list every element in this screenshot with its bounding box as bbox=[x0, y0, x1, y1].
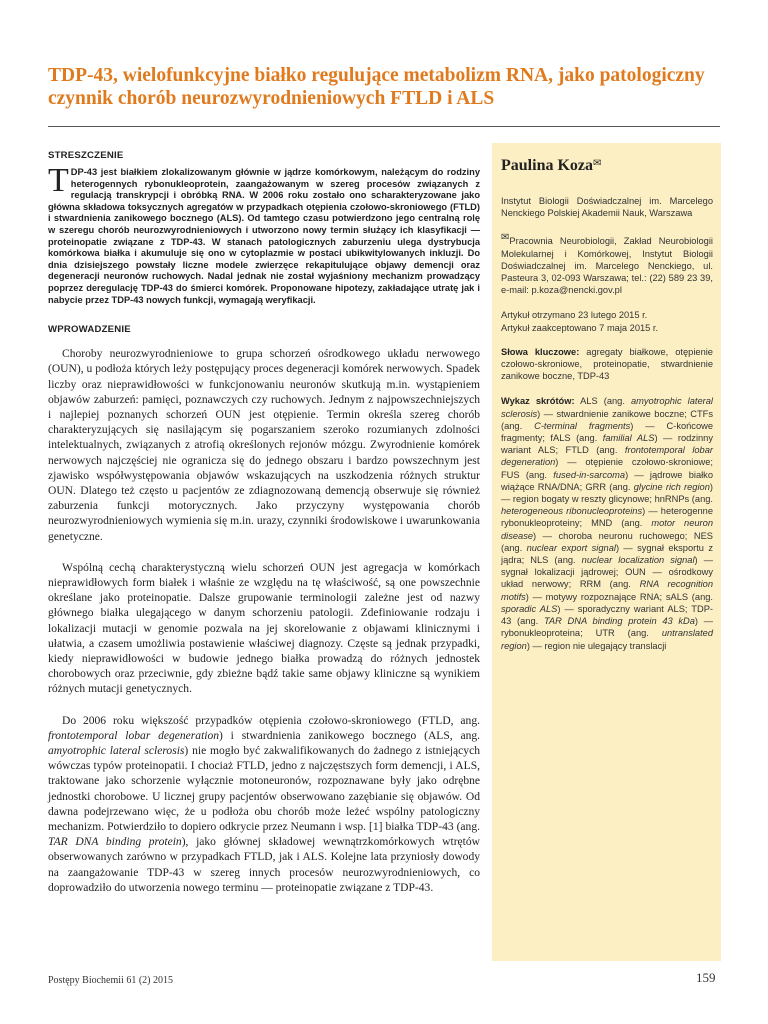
abbrev-text: ) — rybonukleoproteina; UTR (ang. bbox=[501, 616, 713, 639]
title-divider bbox=[48, 126, 720, 127]
received-date: Artykuł otrzymano 23 lutego 2015 r. bbox=[501, 310, 648, 321]
abbrev-term: untranslated region bbox=[501, 628, 713, 651]
abbrev-text: ) — sporadyczny wariant ALS; TDP-43 (ang. bbox=[501, 603, 713, 627]
keywords-text: agregaty białkowe, otępienie czołowo-skroniowe, proteinopatie, stwardnienie zanikowe boczne, TDP-43 bbox=[501, 346, 713, 382]
abbrev-text: ) — heterogenne rybonukleoproteiny; MND (ang. bbox=[501, 506, 713, 529]
article-title: TDP-43, wielofunkcyjne białko regulujące metabolizm RNA, jako patologiczny czynnik chorób neurozwyrodnieniowych FTLD i ALS bbox=[48, 65, 705, 109]
abbrev-text: ) — C-końcowe fragmenty; fALS (ang. bbox=[501, 420, 714, 444]
abstract-heading: STRESZCZENIE bbox=[48, 150, 124, 161]
abbrev-text: ) — rodzinny wariant ALS; FTLD (ang. bbox=[501, 433, 713, 456]
intro-paragraph-1: Choroby neurozwyrodnieniowe to grupa schorzeń ośrodkowego układu nerwowego (OUN), u podłoża których leży postępujący proces degeneracji komórek nerwowych. Spadek liczby oraz nieprawidłowości w funkcjonowaniu neuronów skutkują m.in. wystąpieniem objawów zaburzeń: pamięci, poznawczych czy ruchowych. Jednym z najpowszechniejszych i najlepiej poznanych schorzeń OUN jest otępienie. Termin określa szereg chorób charakteryzujących się nasilającym się pogarszaniem szeroko rozumianych zdolności intelektualnych, związanych z atrofią określonych rejonów mózgu. Zwyrodnienie komórek nerwowych najczęściej nie ogranicza się do jednego obszaru i bardzo powszechnym jest zjawisko współwystępowania objawów wskazujących na uszkodzenia różnych struktur OUN. Dlatego też często u pacjentów ze zdiagnozowaną demencją obserwuje się również zaburzenia funkcji motorycznych. Jako przyczyny występowania chorób neurozwyrodnieniowych wymienia się m.in. urazy, czynniki środowiskowe i uwarunkowania genetyczne. bbox=[48, 348, 480, 543]
p3-text-c: ) nie mogło być zakwalifikowanych do żadnego z istniejących wówczas typów proteinopatii. I chociaż FTLD, jedno z najczęstszych form demencji, i ALS, traktowane jako schorzenie wyłącznie motoneuronów, rozpoznawane były jako odrębne jednostki chorobowe. U licznej grupy pacjentów obserwowano zazębianie się objawów. Od dawna podejrzewano więc, że u podłoża obu chorób może leżeć wspólny patologiczny mechanizm. Potwierdziło to dopiero odkrycie przez Neumann i wsp. [1] białka TDP-43 (ang. bbox=[48, 745, 480, 834]
intro-paragraph-2: Wspólną cechą charakterystyczną wielu schorzeń OUN jest agregacja w komórkach nieprawidłowych form białek i właśnie ze względu na tę właściwość, są one powszechnie określane jako proteinopatie. Dalsze grupowanie terminologii zależne jest od nazwy głównego białka ulegającego w danym schorzeniu patologii. Zdefiniowanie rodzaju i lokalizacji mutacji w genomie pozwala na jej skorelowanie z objawami klinicznymi i ułatwia, a czasem umożliwia postawienie właściwej diagnozy. Częste są jednak przypadki, kiedy nieprawidłowości w budowie jednego białka prowadzą do różnych jednostek chorobowych oraz przeciwnie, gdy zbieżne bądź takie same objawy kliniczne są wynikiem różnych mutacji genetycznych. bbox=[48, 561, 480, 696]
abbrev-term: nuclear export signal bbox=[526, 542, 616, 553]
abbrev-text: ) — stwardnienie zanikowe boczne; CTFs (ang. bbox=[501, 408, 713, 431]
abbrev-term: RNA recognition motifs bbox=[501, 579, 714, 602]
author-name-text: Paulina Koza bbox=[501, 157, 594, 174]
abstract-text bbox=[48, 162, 480, 306]
abbrev-term: sporadic ALS bbox=[501, 603, 558, 614]
abbrev-text: ) — motywy rozpoznające RNA; sALS (ang. bbox=[525, 591, 713, 602]
main-column bbox=[48, 150, 480, 912]
abbrev-term: amyotrophic lateral sclerosis bbox=[501, 396, 713, 419]
abbrev-text: ) — otępienie czołowo-skroniowe; FUS (ang. bbox=[501, 457, 713, 480]
keywords-label: Słowa kluczowe: bbox=[501, 346, 580, 357]
abbrev-text: ALS (ang. bbox=[574, 396, 631, 407]
intro-paragraph-3 bbox=[48, 714, 480, 896]
intro-heading: WPROWADZENIE bbox=[48, 324, 131, 336]
p3-text-b: ) i stwardnienia zanikowego bocznego (ALS, ang. bbox=[219, 729, 481, 742]
p3-term-ftld: frontotemporal lobar degeneration bbox=[48, 729, 220, 742]
abbrev-term: C-terminal fragments bbox=[534, 420, 631, 431]
abbrev-text: ) — sygnał eksportu z jądra; NLS (ang. bbox=[501, 542, 713, 566]
envelope-icon: ✉ bbox=[593, 158, 602, 169]
contact-envelope-icon: ✉ bbox=[501, 232, 510, 244]
author-affiliation: Instytut Biologii Doświadczalnej im. Marcelego Nenckiego Polskiej Akademii Nauk, Warszawa bbox=[501, 196, 713, 219]
keywords bbox=[501, 346, 713, 383]
author-name bbox=[501, 157, 713, 175]
abbrev-term: frontotemporal lobar degeneration bbox=[501, 445, 713, 468]
abbrev-term: heterogeneous ribonucleoproteins bbox=[501, 506, 643, 517]
p3-term-als: amyotrophic lateral sclerosis bbox=[48, 745, 185, 757]
abbrev-text: ) — region nie ulegający translacji bbox=[526, 640, 667, 651]
abbrev-term: glycine rich region bbox=[633, 481, 710, 492]
article-dates bbox=[501, 309, 713, 333]
abbrev-text: ) — region bogaty w reszty glicynowe; hnRNPs (ang. bbox=[501, 481, 713, 505]
page-number: 159 bbox=[696, 970, 716, 985]
journal-citation: Postępy Biochemii 61 (2) 2015 bbox=[48, 975, 173, 986]
p3-term-tdp: TAR DNA binding protein bbox=[48, 836, 182, 849]
p3-text-a: Do 2006 roku większość przypadków otępienia czołowo-skroniowego (FTLD, ang. bbox=[62, 714, 480, 727]
abbrev-term: familial ALS bbox=[602, 433, 655, 444]
abbrev-term: fused-in-sarcoma bbox=[553, 469, 626, 480]
author-sidebar bbox=[492, 143, 721, 961]
accepted-date: Artykuł zaakceptowano 7 maja 2015 r. bbox=[501, 322, 659, 333]
abbrev-term: motor neuron disease bbox=[501, 518, 713, 541]
abbrev-term: TAR DNA binding protein 43 kDa bbox=[543, 616, 695, 627]
p3-text-d: ), jako głównej składowej wewnątrzkomórkowych wtrętów obserwowanych zarówno w przypadkach FTLD, jak i ALS. Kolejne lata przyniosły dowody na zaangażowanie TDP-43 w szereg innych procesów neurozwyrodnieniowych, co doprowadziło do utworzenia nowego terminu — proteinopatie związane z TDP-43. bbox=[48, 836, 480, 894]
abstract-body: DP-43 jest białkiem zlokalizowanym głównie w jądrze komórkowym, należącym do rodziny heterogennych rybonukleoprotein, zaangażowanym w szereg procesów związanych z regulacją transkrypcji i obróbką RNA. W 2006 roku zostało ono scharakteryzowane jako główna składowa toksycznych agregatów w przypadkach otępienia czołowo-skroniowego (FTLD) i stwardnienia zanikowego bocznego (ALS). Od tamtego czasu potwierdzono jego centralną rolę w szeregu chorób neurozwyrodnieniowych i utworzono nowy termin służący ich klasyfikacji — proteinopatie związane z TDP-43. W stanach patologicznych zaburzeniu ulega dystrybucja komórkowa białka i akumuluje się ono w cytoplazmie w postaci ubikwitylowanych inkluzji. Do dnia dzisiejszego powstały liczne modele zwierzęce rekapitulujące objawy demencji oraz degeneracji neuronów ruchowych. Nadal jednak nie został wyjaśniony mechanizm prowadzący poprzez deregulację TDP-43 do śmierci komórek. Proponowane hipotezy, zakładające utratę jak i nabycie przez TDP-43 nowych funkcji, wymagają weryfikacji. bbox=[48, 167, 480, 305]
abbrev-text: ) — choroba neuronu ruchowego; NES (ang. bbox=[501, 530, 713, 553]
abbrev-term: nuclear localization signal bbox=[581, 555, 695, 566]
author-contact bbox=[501, 232, 713, 296]
abbrev-label: Wykaz skrótów: bbox=[501, 396, 575, 407]
abbrev-text: ) — sygnał lokalizacji jądrowej; OUN — ośrodkowy układ nerwowy; RRM (ang. bbox=[501, 555, 713, 590]
author-contact-text: Pracownia Neurobiologii, Zakład Neurobiologii Molekularnej i Komórkowej, Instytut Biologii Doświadczalnej im. Marcelego Nenckiego, ul. Pasteura 3, 02-093 Warszawa; tel.: (22) 589 23 39, e-mail: p.koza@nencki.gov.pl bbox=[501, 236, 713, 296]
abbrev-text: ) — jądrowe białko wiążące RNA/DNA; GRR (ang. bbox=[501, 469, 713, 492]
abbreviations bbox=[501, 395, 713, 651]
drop-cap: T bbox=[48, 162, 69, 199]
